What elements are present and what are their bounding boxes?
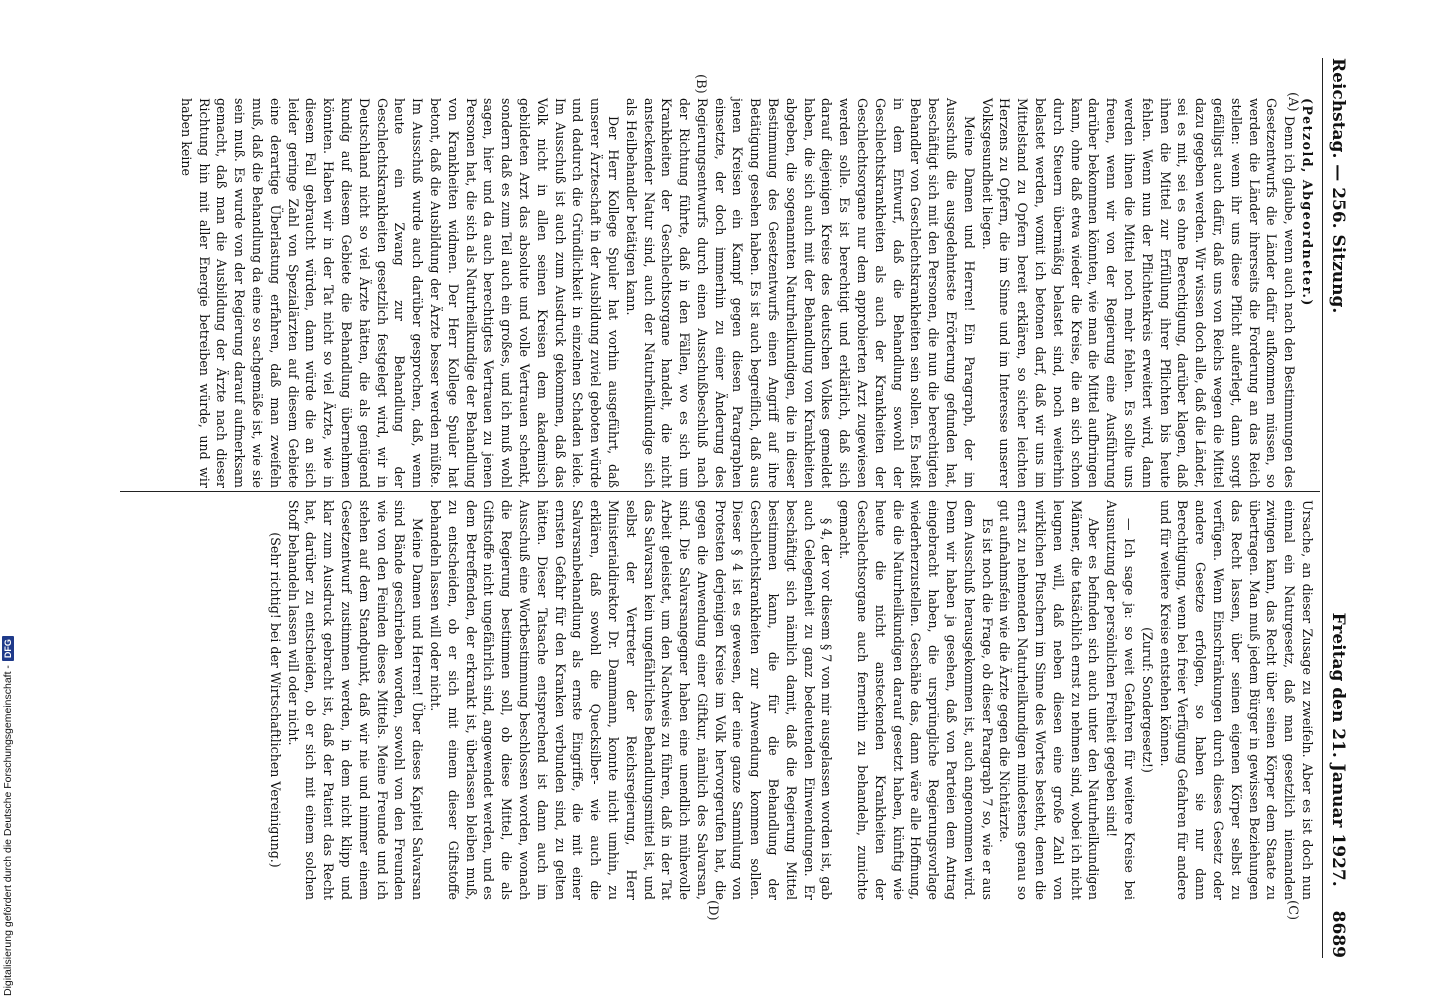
paragraph: Es ist noch die Frage, ob dieser Paragraph 7 so, wie er aus dem Ausschuß herausgekommen ist, auch angenommen wird. Denn wir haben ja gesehen, daß von Parteien dem Antrag eingebracht haben, die ursprüngliche Regierungsvorlage wiederherzustellen. Geschähe das, dann wäre alle Hoffnung, die die Naturheilkundigen darauf gesetzt haben, künftig wie heute die nicht ansteckenden Krankheiten der Geschlechtsorgane auch fernerhin zu behandeln, zunichte gemacht. — [837, 500, 995, 900]
column-a — [126, 98, 1316, 488]
header-right: Freitag den 21. Januar 1927. — [1328, 612, 1348, 887]
attribution-text: Digitalisierung gefördert durch die Deutsche Forschungsgemeinschaft - — [2, 665, 14, 996]
header-left: Reichstag. — 256. Sitzung. — [1328, 58, 1348, 314]
running-header — [1328, 58, 1348, 958]
speaker-label: (Petzold, Abgeordneter.) — [1300, 98, 1315, 307]
margin-mark-d: (D) — [705, 900, 720, 921]
attribution-sidebar — [0, 0, 24, 1000]
margin-mark-a: (A) — [1285, 92, 1300, 112]
paragraph: Denn ich glaube, wenn auch nach den Bestimmungen des Gesetzentwurfs die Länder dafür aufkommen müssen, so werden die Länder ihrerseits die Forderung an das Reich stellen: wenn ihr uns diese Pflicht auferlegt, dann sorgt gefälligst auch dafür, daß uns von Reichs wegen die Mittel dazu gegeben werden. Wir wissen doch alle, daß die Länder, sei es mit, sei es ohne Berechtigung, darüber klagen, daß ihnen die Mittel zur Erfüllung ihrer Pflichten bis heute fehlen. Wenn nun der Pflichtenkreis erweitert wird, dann werden ihnen die Mittel noch mehr fehlen. Es sollte uns freuen, wenn wir von der Regierung eine Ausführung darüber bekommen könnten, wie man die Mittel aufbringen kann, ohne daß etwa wieder die Kreise, die an sich schon durch Steuern übermäßig belastet sind, noch weiterhin belastet werden, womit ich betonen darf, daß wir uns im Mittelstand zu Opfern bereit erklären, so sicher leichten Herzens zu Opfern, die im Sinne und im Interesse unserer Volksgesundheit liegen. — [979, 98, 1298, 488]
interjection: (Zuruf: Sondergesetz!) — [1139, 627, 1155, 773]
attribution-text-wrap — [2, 636, 14, 996]
dfg-logo: DFG — [2, 636, 14, 661]
page-number: 8689 — [1328, 910, 1348, 958]
paragraph: Der Herr Kollege Spuler hat vorhin ausgeführt, daß unserer Ärzteschaft in der Ausbildung zuviel geboten würde und dadurch die Gründlichkeit in einzelnen Schaden leide. Im Ausschuß ist auch zum Ausdruck gekommen, daß das Volk nicht in allen seinen Kreisen dem akademisch gebildeten Arzt das absolute und volle Vertrauen schenkt, sondern daß es zum Teil auch ein großes, und ich muß wohl sagen, hier und da auch berechtigtes Vertrauen zu jenen Personen hat, die sich als Naturheilkundige der Behandlung von Krankheiten widmen. Der Herr Kollege Spuler hat betont, daß die Ausbildung der Ärzte besser werden müßte. Im Ausschuß wurde auch darüber gesprochen, daß, wenn heute ein Zwang zur Behandlung der Geschlechtskrankheiten gesetzlich festgelegt wird, wir in Deutschland nicht so viel Ärzte hätten, die als genügend kundig auf diesem Gebiete die Behandlung übernehmen könnten. Haben wir in der Tat nicht so viel Ärzte, wie in diesem Fall gebraucht würden, dann würde die an sich leider geringe Zahl von Spezialärzten auf diesem Gebiete eine derartige Überlastung erfahren, daß man zweifeln muß, daß die Behandlung da eine so sachgemäße ist, wie sie sein muß. Es wurde von der Regierung darauf aufmerksam gemacht, daß man die Ausbildung der Ärzte nach dieser Richtung hin mit aller Energie betreiben würde, und wir haben keine — [178, 98, 621, 488]
paragraph: Ursache, an dieser Zusage zu zweifeln. Aber es ist doch nun einmal ein Naturgesetz, daß man gesetzlich niemanden zwingen kann, das Recht über seinen Körper dem Staate zu übertragen. Man muß jedem Bürger in gewissen Beziehungen das Recht lassen, über seinen eigenen Körper selbst zu verfügen. Wenn Einschränkungen durch dieses Gesetz oder andere Gesetze erfolgen, so haben sie nur dann Berechtigung, wenn bei freier Verfügung Gefahren für andere und für weitere Kreise entstehen können. — [1157, 500, 1315, 900]
column-b — [126, 500, 1316, 900]
column-divider — [120, 491, 1320, 492]
paragraph: Meine Damen und Herren! Ein Paragraph, der im Ausschuß die ausgedehnteste Erörterung gefunden hat, beschäftigt sich mit den Personen, die nun die berechtigten Behandler von Geschlechtskrankheiten sein sollen. Es heißt in dem Entwurf, daß die Behandlung sowohl der Geschlechtskrankheiten als auch der Krankheiten der Geschlechtsorgane nur dem approbierten Arzt zugewiesen werden solle. Es ist berechtigt und erklärlich, daß sich darauf diejenigen Kreise des deutschen Volkes gemeldet haben, die sich auch mit der Behandlung von Krankheiten abgeben, die sogenannten Naturheilkundigen, die in dieser Bestimmung des Gesetzentwurfs einen Angriff auf ihre Betätigung gesehen haben. Es ist auch begreiflich, daß aus jenen Kreisen ein Kampf gegen diesen Paragraphen einsetzte, der doch immerhin zu einer Änderung des Regierungsentwurfs durch einen Ausschußbeschluß nach der Richtung führte, daß in den Fällen, wo es sich um Krankheiten der Geschlechtsorgane handelt, die nicht ansteckender Natur sind, auch der Naturheilkundige sich als Heilbehandler betätigen kann. — [623, 98, 977, 488]
interjection: (Sehr richtig! bei der Wirtschaftlichen Vereinigung.) — [267, 532, 283, 868]
paragraph: Meine Damen und Herren! Über dieses Kapitel Salvarsan sind Bände geschrieben worden, sowohl von den Freunden wie von den Feinden dieses Mittels. Meine Freunde und ich stehen auf dem Standpunkt, daß wir nie und nimmer einem Gesetzentwurf zustimmen werden, in dem nicht klipp und klar zum Ausdruck gebracht ist, daß der Patient das Recht hat, darüber zu entscheiden, ob er sich mit einem solchen Stoff behandeln lassen will oder nicht. — [285, 500, 426, 900]
margin-mark-b: (B) — [693, 74, 708, 94]
paragraph: Aber es befinden sich auch unter den Naturheilkundigen Männer, die tatsächlich ernst zu nehmen sind, wobei ich nicht leugnen will, daß neben diesen eine große Zahl von wirklichen Pfuschern im Sinne des Wortes besteht, denen die ernst zu nehmenden Naturheilkundigen mindestens genau so gut aufnahmsfein wie die Ärzte gegen die Nichtärzte. — [997, 500, 1102, 900]
margin-mark-c: (C) — [1285, 900, 1300, 921]
header-rule — [1322, 58, 1323, 958]
paragraph: — Ich sage ja: so weit Gefahren für weitere Kreise bei Ausnutzung der persönlichen Freiheit gegeben sind! — [1104, 500, 1138, 900]
paragraph: § 4, der vor diesem § 7 von mir ausgelassen worden ist, gab auch Gelegenheit zu ganz bedeutenden Einwendungen. Er beschäftigt sich nämlich damit, daß die Regierung Mittel bestimmen kann, die für die Behandlung der Geschlechtskrankheiten zur Anwendung kommen sollen. Dieser § 4 ist es gewesen, der eine ganze Sammlung von Protesten derjenigen Kreise im Volk hervorgerufen hat, die gegen die Anwendung einer Giftkur, nämlich des Salvarsan, sind. Die Salvarsangegner haben eine unendlich mühevolle Arbeit geleistet, um den Nachweis zu führen, daß in der Tat das Salvarsan kein ungefährliches Behandlungsmittel ist, und selbst der Vertreter der Reichsregierung, Herr Ministerialdirektor Dr. Dammann, konnte nicht umhin, zu erklären, daß sowohl die Quecksilber- wie auch die Salvarsanbehandlung als ernste Eingriffe, die mit einer ernsten Gefahr für den Kranken verbunden sind, zu gelten hätten. Dieser Tatsache entsprechend ist dann auch im Ausschuß eine Wortbestimmung beschlossen worden, wonach die Regierung bestimmen soll, ob diese Mittel, die als Giftstoffe nicht ungefährlich sind, angewendet werden, und es dem Betreffenden, der erkrankt ist, überlassen bleiben muß, zu entscheiden, ob er sich mit einem dieser Giftstoffe behandeln lassen will oder nicht. — [427, 500, 835, 900]
